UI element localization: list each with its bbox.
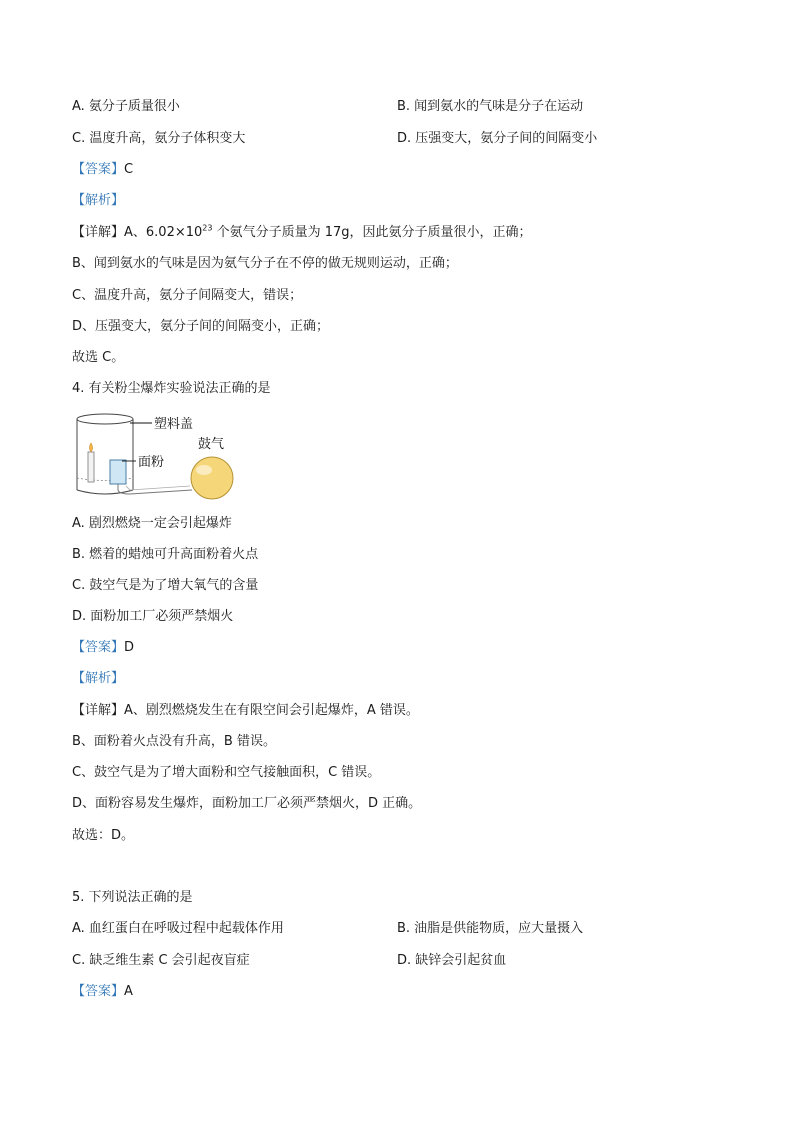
detail-text: A、剧烈燃烧发生在有限空间会引起爆炸，A 错误。 [124, 703, 419, 718]
answer-tag: 【答案】 [72, 162, 125, 177]
answer-value: A [124, 984, 133, 999]
q4-conclusion: 故选：D。 [72, 828, 135, 843]
dust-explosion-apparatus-figure [72, 410, 252, 502]
q5-option-d: D. 缺锌会引起贫血 [397, 953, 507, 968]
candle [88, 452, 94, 482]
detail-tag: 【详解】 [72, 703, 125, 718]
q4-stem: 4. 有关粉尘爆炸实验说法正确的是 [72, 381, 271, 396]
q4-option-b: B. 燃着的蜡烛可升高面粉着火点 [72, 547, 259, 562]
q4-option-c: C. 鼓空气是为了增大氧气的含量 [72, 578, 259, 593]
detail-text-pre: A、6.02×10 [124, 225, 203, 240]
q3-explain-c: C、温度升高，氨分子间隔变大，错误； [72, 288, 303, 303]
q4-explain-b: B、面粉着火点没有升高，B 错误。 [72, 734, 276, 749]
q3-option-c: C. 温度升高，氨分子体积变大 [72, 131, 246, 146]
detail-tag: 【详解】 [72, 225, 125, 240]
answer-value: C [124, 162, 134, 177]
q5-option-a: A. 血红蛋白在呼吸过程中起载体作用 [72, 921, 284, 936]
q3-answer [72, 161, 133, 179]
flour-cup [110, 460, 126, 484]
bulb-highlight [196, 465, 212, 475]
answer-tag: 【答案】 [72, 984, 125, 999]
q3-explain-b: B、闻到氨水的气味是因为氨气分子在不停的做无规则运动，正确； [72, 256, 458, 271]
q4-explain-d: D、面粉容易发生爆炸，面粉加工厂必须严禁烟火，D 正确。 [72, 796, 422, 811]
q4-option-a: A. 剧烈燃烧一定会引起爆炸 [72, 516, 232, 531]
q3-option-d: D. 压强变大，氨分子间的间隔变小 [397, 131, 598, 146]
q4-option-d: D. 面粉加工厂必须严禁烟火 [72, 609, 234, 624]
q3-detail-line [72, 224, 532, 242]
q5-option-c: C. 缺乏维生素 C 会引起夜盲症 [72, 953, 250, 968]
q5-stem: 5. 下列说法正确的是 [72, 890, 193, 905]
q5-option-b: B. 油脂是供能物质，应大量摄入 [397, 921, 584, 936]
q4-detail-line [72, 702, 419, 720]
air-tube-inner [126, 486, 190, 490]
q3-conclusion: 故选 C。 [72, 350, 125, 365]
q3-option-b: B. 闻到氨水的气味是分子在运动 [397, 99, 584, 114]
q4-analysis-tag: 【解析】 [72, 671, 125, 686]
q3-explain-d: D、压强变大，氨分子间的间隔变小，正确； [72, 319, 330, 334]
label-flour: 面粉 [138, 455, 165, 470]
q4-answer [72, 639, 134, 657]
label-blow-air: 鼓气 [198, 437, 225, 452]
q3-option-a: A. 氨分子质量很小 [72, 99, 180, 114]
detail-text-post: 个氨气分子质量为 17g，因此氨分子质量很小，正确； [212, 225, 532, 240]
answer-tag: 【答案】 [72, 640, 125, 655]
rubber-bulb [191, 457, 233, 499]
q4-explain-c: C、鼓空气是为了增大面粉和空气接触面积，C 错误。 [72, 765, 381, 780]
candle-flame-icon [90, 443, 93, 452]
q3-analysis-tag: 【解析】 [72, 193, 125, 208]
label-plastic-lid: 塑料盖 [154, 417, 194, 432]
container-top-rim [77, 414, 133, 424]
answer-value: D [124, 640, 135, 655]
detail-exponent: 23 [202, 223, 213, 233]
q5-answer [72, 983, 133, 1001]
